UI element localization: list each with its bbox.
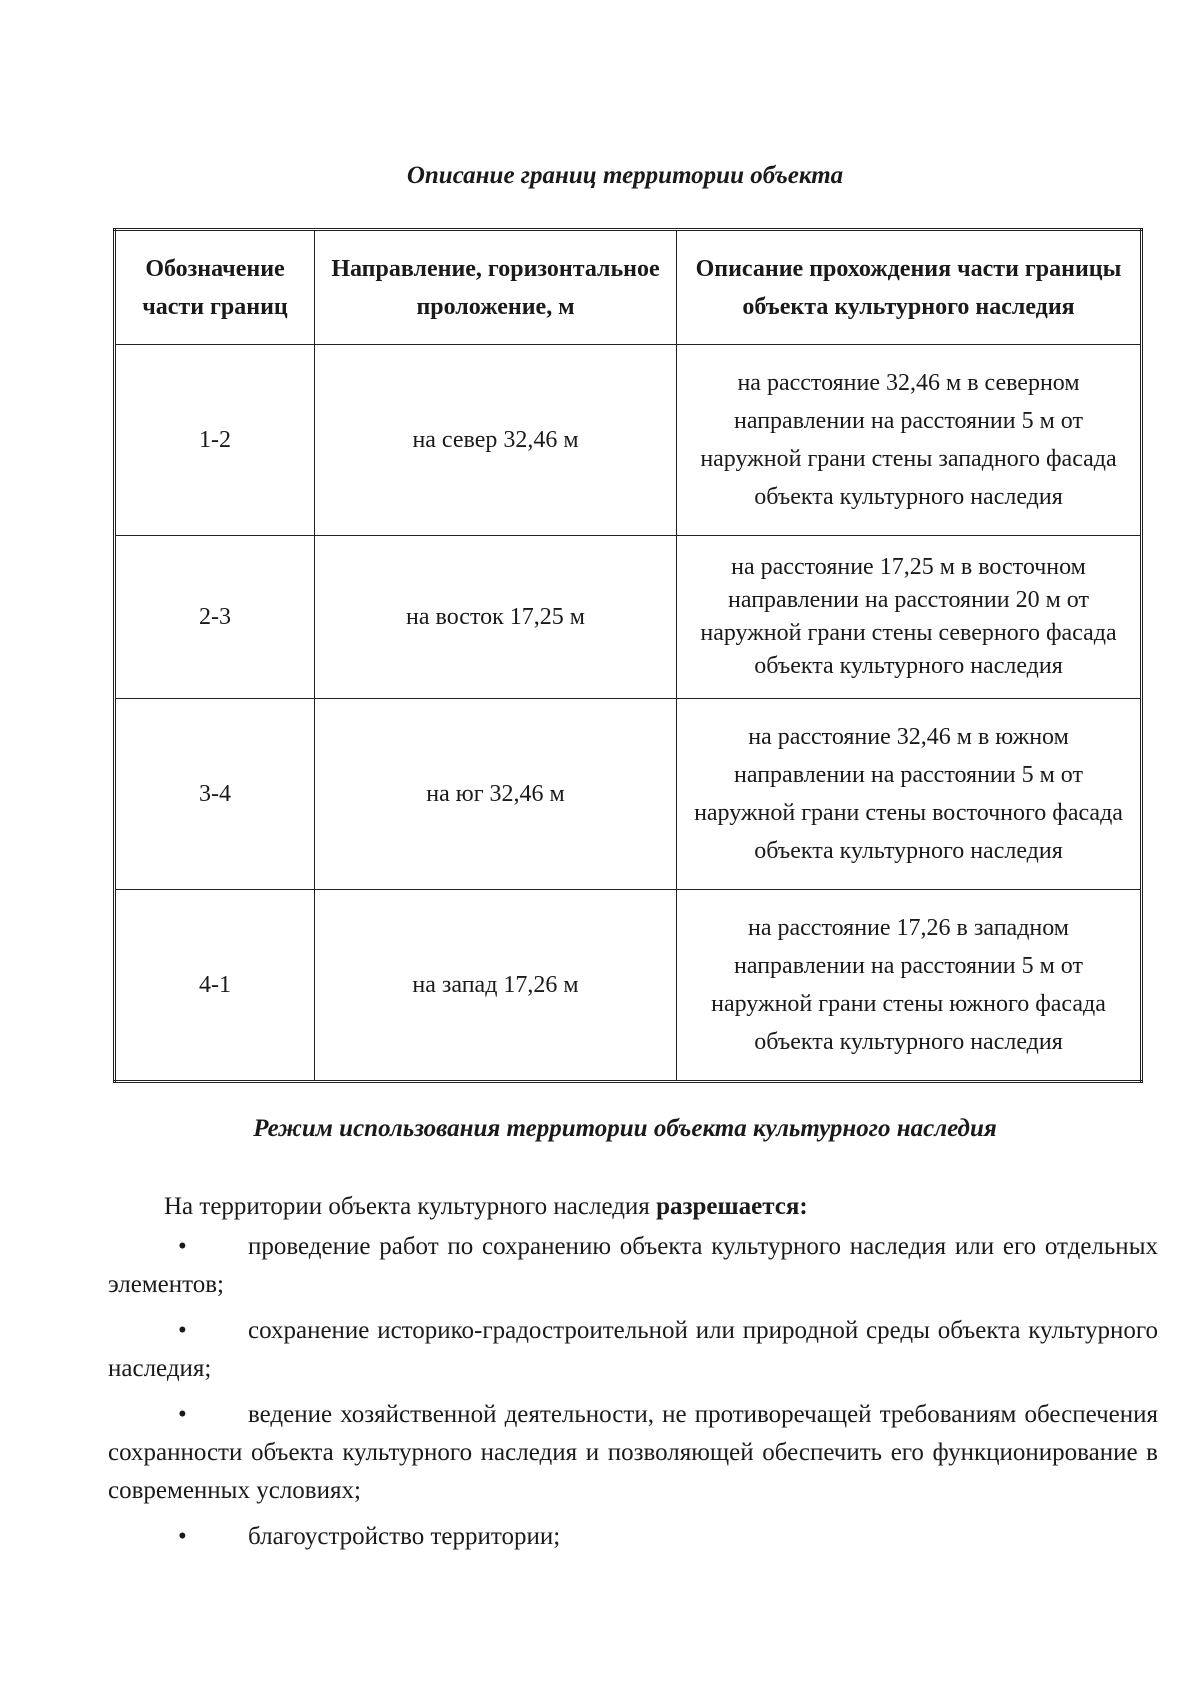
cell-part: 3-4 bbox=[115, 699, 315, 890]
cell-direction: на юг 32,46 м bbox=[315, 699, 677, 890]
regime-text bbox=[108, 1188, 1158, 1564]
section-title: Описание границ территории объекта bbox=[406, 162, 844, 189]
table-header-row bbox=[115, 230, 1142, 345]
cell-description: на расстояние 32,46 м в северном направлении на расстоянии 5 м от наружной грани стены западного фасада объекта культурного наследия bbox=[677, 345, 1142, 536]
intro-emphasis: разрешается: bbox=[656, 1193, 808, 1220]
cell-description: на расстояние 17,25 м в восточном направлении на расстоянии 20 м от наружной грани стены северного фасада объекта культурного наследия bbox=[677, 536, 1142, 699]
list-item-text: благоустройство территории; bbox=[248, 1523, 561, 1550]
list-item bbox=[108, 1312, 1158, 1388]
bullet-icon: • bbox=[178, 1233, 187, 1260]
cell-part: 4-1 bbox=[115, 890, 315, 1082]
header-part: Обозначение части границ bbox=[115, 230, 315, 345]
list-item-text: проведение работ по сохранению объекта культурного наследия или его отдельных элементов; bbox=[108, 1233, 1158, 1298]
table-row bbox=[115, 699, 1142, 890]
boundary-table bbox=[113, 228, 1143, 1083]
cell-part: 1-2 bbox=[115, 345, 315, 536]
table-row bbox=[115, 345, 1142, 536]
intro-paragraph bbox=[108, 1188, 1158, 1226]
regime-title: Режим использования территории объекта культурного наследия bbox=[253, 1115, 997, 1142]
list-item-text: ведение хозяйственной деятельности, не противоречащей требованиям обеспечения сохранности объекта культурного наследия и позволяющей обеспечить его функционирование в современных условиях; bbox=[108, 1401, 1158, 1504]
header-direction: Направление, горизонтальное проложение, м bbox=[315, 230, 677, 345]
list-item bbox=[108, 1228, 1158, 1304]
list-item bbox=[108, 1396, 1158, 1510]
list-item bbox=[108, 1518, 1158, 1556]
bullet-icon: • bbox=[178, 1523, 187, 1550]
table-row bbox=[115, 536, 1142, 699]
cell-description: на расстояние 32,46 м в южном направлении на расстоянии 5 м от наружной грани стены восточного фасада объекта культурного наследия bbox=[677, 699, 1142, 890]
cell-direction: на восток 17,25 м bbox=[315, 536, 677, 699]
cell-direction: на север 32,46 м bbox=[315, 345, 677, 536]
table-row bbox=[115, 890, 1142, 1082]
cell-description: на расстояние 17,26 в западном направлении на расстоянии 5 м от наружной грани стены южного фасада объекта культурного наследия bbox=[677, 890, 1142, 1082]
intro-text: На территории объекта культурного наследия bbox=[164, 1193, 657, 1220]
list-item-text: сохранение историко-градостроительной или природной среды объекта культурного наследия; bbox=[108, 1317, 1158, 1382]
cell-direction: на запад 17,26 м bbox=[315, 890, 677, 1082]
bullet-icon: • bbox=[178, 1317, 187, 1344]
cell-part: 2-3 bbox=[115, 536, 315, 699]
header-description: Описание прохождения части границы объекта культурного наследия bbox=[677, 230, 1142, 345]
bullet-icon: • bbox=[178, 1401, 187, 1428]
